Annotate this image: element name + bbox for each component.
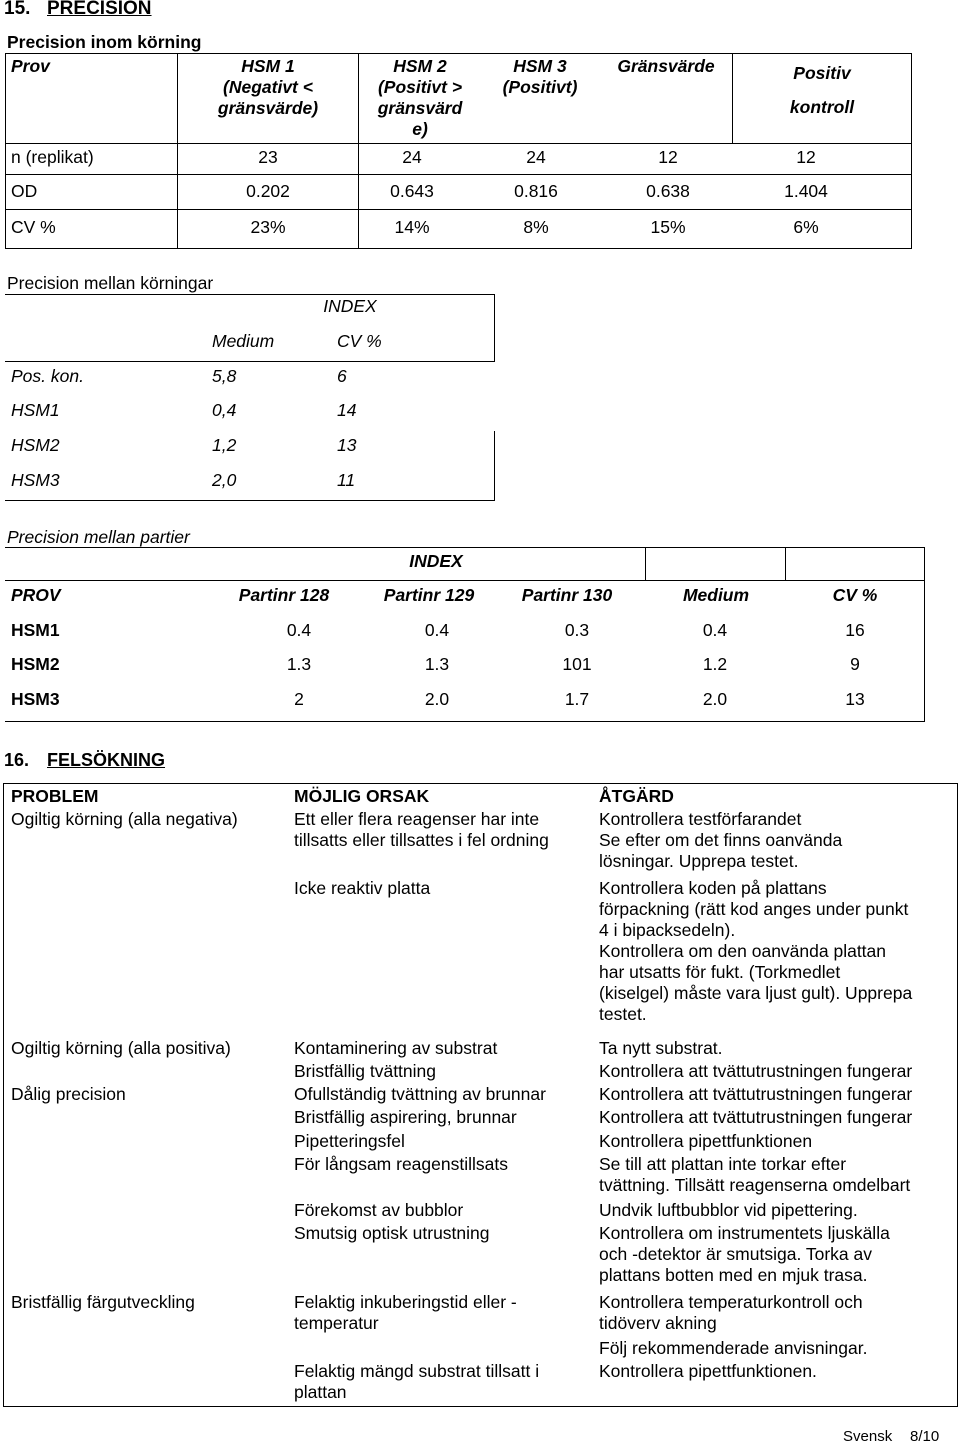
- col-header-problem: PROBLEM: [11, 786, 99, 806]
- index-label: INDEX: [409, 551, 463, 571]
- table-cell: 0.643: [390, 181, 434, 201]
- cause-text: Ett eller flera reagenser har inte tillsatts eller tillsattes i fel ordning: [294, 809, 549, 850]
- problem-text: Ogiltig körning (alla positiva): [11, 1038, 231, 1058]
- table-cell: 14%: [394, 217, 430, 237]
- table-cell: 23%: [250, 217, 286, 237]
- col-header-hsm3: HSM 3 (Positivt): [502, 56, 578, 97]
- cause-text: Smutsig optisk utrustning: [294, 1223, 490, 1243]
- row-label: CV %: [11, 217, 56, 237]
- index-label: INDEX: [323, 296, 377, 316]
- cause-text: Ofullständig tvättning av brunnar: [294, 1084, 546, 1104]
- row-label: HSM2: [11, 654, 60, 674]
- col-header-hsm2: HSM 2 (Positivt > gränsvärd e): [377, 56, 463, 139]
- table-cell: 1.404: [784, 181, 828, 201]
- table-cell: 0,4: [212, 400, 237, 420]
- col-header-medium: Medium: [682, 585, 750, 605]
- table-cell: 24: [402, 147, 422, 167]
- cause-text: Förekomst av bubblor: [294, 1200, 464, 1220]
- col-header-prov: PROV: [11, 585, 61, 605]
- table-cell: 2,0: [212, 470, 237, 490]
- table-cell: 14: [337, 400, 357, 420]
- table-cell: 2.0: [424, 689, 450, 709]
- table-cell: 1.7: [564, 689, 590, 709]
- cause-text: Felaktig inkuberingstid eller - temperatur: [294, 1292, 517, 1333]
- table-cell: 1.3: [286, 654, 312, 674]
- col-header-limit: Gränsvärde: [617, 56, 715, 76]
- table-cell: 1.3: [424, 654, 450, 674]
- section-15-title: PRECISION: [47, 0, 152, 19]
- cause-text: Icke reaktiv platta: [294, 878, 431, 898]
- problem-text: Bristfällig färgutveckling: [11, 1292, 195, 1312]
- col-header-medium: Medium: [212, 331, 275, 351]
- table-cell: 11: [337, 470, 356, 490]
- table-cell: 13: [337, 435, 357, 455]
- section-16-title: FELSÖKNING: [47, 750, 166, 770]
- action-text: Ta nytt substrat.: [599, 1038, 723, 1058]
- action-text: Se till att plattan inte torkar efter tvättning. Tillsätt reagenserna omdelbart: [599, 1154, 911, 1195]
- between-runs-heading: Precision mellan körningar: [7, 273, 214, 293]
- cause-text: Felaktig mängd substrat tillsatt i plattan: [294, 1361, 540, 1402]
- table-cell: 0.4: [702, 620, 728, 640]
- table-cell: 24: [526, 147, 546, 167]
- table-cell: 0.638: [646, 181, 690, 201]
- row-label: HSM2: [11, 435, 60, 455]
- action-text: Kontrollera pipettfunktionen.: [599, 1361, 817, 1381]
- col-header-cv: CV %: [337, 331, 382, 351]
- table-cell: 9: [850, 654, 860, 674]
- col-header-cv: CV %: [832, 585, 878, 605]
- within-run-heading: Precision inom körning: [7, 32, 202, 52]
- col-header-lot-130: Partinr 130: [521, 585, 613, 605]
- table-cell: 16: [845, 620, 865, 640]
- table-cell: 2.0: [702, 689, 728, 709]
- table-cell: 5,8: [212, 366, 237, 386]
- row-label: n (replikat): [11, 147, 94, 167]
- table-cell: 6%: [793, 217, 819, 237]
- col-header-lot-128: Partinr 128: [238, 585, 330, 605]
- col-header-hsm1: HSM 1 (Negativt < gränsvärde): [217, 56, 319, 118]
- row-label: OD: [11, 181, 38, 201]
- problem-text: Ogiltig körning (alla negativa): [11, 809, 238, 829]
- table-cell: 0.4: [286, 620, 312, 640]
- table-cell: 0.4: [424, 620, 450, 640]
- col-header-positive-control: Positiv kontroll: [789, 63, 855, 117]
- section-16-number: 16.: [4, 750, 30, 770]
- col-header-action: ÅTGÄRD: [599, 786, 674, 806]
- table-cell: 1,2: [212, 435, 237, 455]
- action-text: Kontrollera pipettfunktionen: [599, 1131, 813, 1151]
- row-label: Pos. kon.: [11, 366, 84, 386]
- cause-text: Pipetteringsfel: [294, 1131, 405, 1151]
- table-cell: 101: [562, 654, 592, 674]
- cause-text: Bristfällig tvättning: [294, 1061, 437, 1081]
- table-cell: 2: [294, 689, 304, 709]
- row-label: HSM3: [11, 470, 60, 490]
- table-cell: 1.2: [702, 654, 728, 674]
- action-text: Kontrollera att tvättutrustningen fungerar: [599, 1107, 913, 1127]
- cause-text: Bristfällig aspirering, brunnar: [294, 1107, 517, 1127]
- footer-page-number: 8/10: [910, 1428, 940, 1444]
- col-header-lot-129: Partinr 129: [383, 585, 475, 605]
- cause-text: För långsam reagenstillsats: [294, 1154, 508, 1174]
- table-cell: 0.816: [514, 181, 558, 201]
- action-text: Följ rekommenderade anvisningar.: [599, 1338, 868, 1358]
- action-text: Kontrollera temperaturkontroll och tidöverv akning: [599, 1292, 863, 1333]
- row-label: HSM3: [11, 689, 60, 709]
- action-text: Kontrollera att tvättutrustningen fungerar: [599, 1061, 913, 1081]
- problem-text: Dålig precision: [11, 1084, 126, 1104]
- action-text: Kontrollera testförfarandet Se efter om det finns oanvända lösningar. Upprepa testet.: [599, 809, 843, 871]
- table-cell: 13: [845, 689, 865, 709]
- table-cell: 15%: [650, 217, 686, 237]
- footer-language: Svensk: [843, 1428, 893, 1444]
- table-cell: 12: [796, 147, 816, 167]
- action-text: Kontrollera att tvättutrustningen fungerar: [599, 1084, 913, 1104]
- row-label: HSM1: [11, 620, 60, 640]
- table-cell: 8%: [523, 217, 549, 237]
- row-label: HSM1: [11, 400, 60, 420]
- cause-text: Kontaminering av substrat: [294, 1038, 498, 1058]
- action-text: Kontrollera om instrumentets ljuskälla och -detektor är smutsiga. Torka av plattans botten med en mjuk trasa.: [599, 1223, 890, 1285]
- col-header-prov: Prov: [11, 56, 50, 76]
- table-cell: 12: [658, 147, 678, 167]
- action-text: Undvik luftbubblor vid pipettering.: [599, 1200, 858, 1220]
- table-cell: 0.3: [564, 620, 590, 640]
- section-15-number: 15.: [4, 0, 31, 19]
- table-cell: 23: [258, 147, 278, 167]
- col-header-cause: MÖJLIG ORSAK: [294, 786, 430, 806]
- between-lots-heading: Precision mellan partier: [7, 527, 190, 547]
- action-text: Kontrollera koden på plattans förpackning (rätt kod anges under punkt 4 i bipacksedeln). Kontrollera om den oanvända plattan har utsatts för fukt. (Torkmedlet (kiselgel) måste vara ljust gult). Upprepa testet.: [599, 878, 913, 1024]
- table-cell: 6: [337, 366, 347, 386]
- table-cell: 0.202: [246, 181, 290, 201]
